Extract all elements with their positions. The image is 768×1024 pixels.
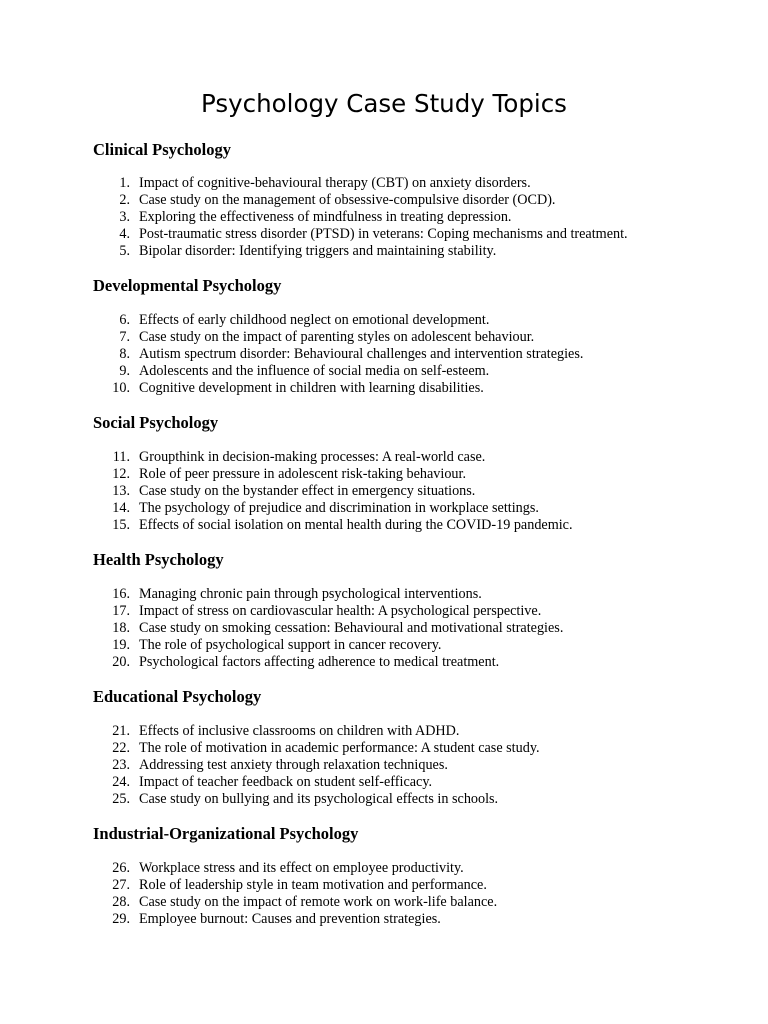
item-number: 13. bbox=[112, 482, 130, 499]
section-heading: Health Psychology bbox=[93, 550, 224, 569]
item-number: 26. bbox=[112, 860, 130, 876]
item-number: 4. bbox=[119, 225, 130, 242]
item-text: Bipolar disorder: Identifying triggers and maintaining stability. bbox=[139, 242, 497, 259]
item-text: Adolescents and the influence of social media on self-esteem. bbox=[139, 362, 490, 379]
topic-list bbox=[93, 586, 563, 671]
list-item bbox=[93, 483, 573, 500]
list-item bbox=[93, 449, 573, 466]
item-number: 6. bbox=[119, 312, 130, 328]
item-text: The role of psychological support in cancer recovery. bbox=[139, 636, 442, 653]
section-heading: Developmental Psychology bbox=[93, 276, 282, 295]
item-number: 21. bbox=[112, 723, 130, 739]
topic-list bbox=[93, 175, 628, 260]
list-item bbox=[93, 192, 628, 209]
list-item bbox=[93, 723, 540, 740]
item-text: Case study on the management of obsessive-compulsive disorder (OCD). bbox=[139, 191, 556, 208]
list-item bbox=[93, 774, 540, 791]
item-text: Exploring the effectiveness of mindfulness in treating depression. bbox=[139, 208, 512, 225]
item-number: 2. bbox=[119, 191, 130, 208]
item-text: The role of motivation in academic performance: A student case study. bbox=[139, 739, 540, 756]
item-number: 11. bbox=[112, 449, 130, 465]
document-title: Psychology Case Study Topics bbox=[201, 89, 567, 118]
list-item bbox=[93, 226, 628, 243]
item-number: 24. bbox=[112, 773, 130, 790]
item-number: 20. bbox=[112, 653, 130, 670]
list-item bbox=[93, 877, 497, 894]
item-text: Impact of cognitive-behavioural therapy (CBT) on anxiety disorders. bbox=[139, 175, 531, 191]
list-item bbox=[93, 603, 563, 620]
item-number: 27. bbox=[112, 876, 130, 893]
list-item bbox=[93, 380, 583, 397]
item-text: Workplace stress and its effect on employee productivity. bbox=[139, 860, 464, 876]
item-number: 17. bbox=[112, 602, 130, 619]
item-text: Effects of early childhood neglect on emotional development. bbox=[139, 312, 490, 328]
list-item bbox=[93, 894, 497, 911]
item-text: Groupthink in decision-making processes: A real-world case. bbox=[139, 449, 486, 465]
item-text: Psychological factors affecting adherence to medical treatment. bbox=[139, 653, 500, 670]
item-text: Effects of social isolation on mental health during the COVID-19 pandemic. bbox=[139, 516, 573, 533]
item-number: 8. bbox=[119, 345, 130, 362]
list-item bbox=[93, 757, 540, 774]
item-number: 5. bbox=[119, 242, 130, 259]
item-text: Case study on bullying and its psychological effects in schools. bbox=[139, 790, 499, 807]
list-item bbox=[93, 791, 540, 808]
item-number: 25. bbox=[112, 790, 130, 807]
item-number: 7. bbox=[119, 328, 130, 345]
item-number: 29. bbox=[112, 910, 130, 927]
item-text: Role of leadership style in team motivation and performance. bbox=[139, 876, 487, 893]
list-item bbox=[93, 209, 628, 226]
list-item bbox=[93, 517, 573, 534]
section-heading: Clinical Psychology bbox=[93, 140, 231, 159]
item-text: The psychology of prejudice and discrimination in workplace settings. bbox=[139, 499, 539, 516]
list-item bbox=[93, 466, 573, 483]
item-text: Role of peer pressure in adolescent risk-taking behaviour. bbox=[139, 465, 466, 482]
list-item bbox=[93, 860, 497, 877]
item-number: 9. bbox=[119, 362, 130, 379]
section-heading: Social Psychology bbox=[93, 413, 219, 432]
list-item bbox=[93, 312, 583, 329]
section-heading: Educational Psychology bbox=[93, 687, 262, 706]
section-heading: Industrial-Organizational Psychology bbox=[93, 824, 359, 843]
list-item bbox=[93, 740, 540, 757]
item-text: Impact of stress on cardiovascular health: A psychological perspective. bbox=[139, 602, 542, 619]
topic-list bbox=[93, 723, 540, 808]
list-item bbox=[93, 346, 583, 363]
topic-list bbox=[93, 860, 497, 928]
list-item bbox=[93, 500, 573, 517]
item-text: Impact of teacher feedback on student self-efficacy. bbox=[139, 773, 433, 790]
item-text: Employee burnout: Causes and prevention strategies. bbox=[139, 910, 441, 927]
list-item bbox=[93, 175, 628, 192]
item-number: 14. bbox=[112, 499, 130, 516]
item-number: 3. bbox=[119, 208, 130, 225]
item-number: 10. bbox=[112, 379, 130, 396]
item-number: 23. bbox=[112, 756, 130, 773]
item-number: 28. bbox=[112, 893, 130, 910]
item-number: 19. bbox=[112, 636, 130, 653]
item-text: Autism spectrum disorder: Behavioural challenges and intervention strategies. bbox=[139, 345, 584, 362]
item-number: 1. bbox=[119, 175, 130, 191]
list-item bbox=[93, 329, 583, 346]
list-item bbox=[93, 637, 563, 654]
list-item bbox=[93, 911, 497, 928]
topic-list bbox=[93, 312, 583, 397]
item-text: Managing chronic pain through psychological interventions. bbox=[139, 586, 482, 602]
list-item bbox=[93, 363, 583, 380]
item-number: 16. bbox=[112, 586, 130, 602]
item-number: 15. bbox=[112, 516, 130, 533]
item-text: Case study on the impact of parenting styles on adolescent behaviour. bbox=[139, 328, 535, 345]
item-text: Effects of inclusive classrooms on children with ADHD. bbox=[139, 723, 460, 739]
item-text: Case study on the bystander effect in emergency situations. bbox=[139, 482, 476, 499]
item-text: Post-traumatic stress disorder (PTSD) in veterans: Coping mechanisms and treatment. bbox=[139, 225, 628, 242]
item-text: Case study on smoking cessation: Behavioural and motivational strategies. bbox=[139, 619, 564, 636]
item-text: Case study on the impact of remote work on work-life balance. bbox=[139, 893, 498, 910]
list-item bbox=[93, 654, 563, 671]
item-number: 22. bbox=[112, 739, 130, 756]
item-number: 12. bbox=[112, 465, 130, 482]
item-text: Cognitive development in children with learning disabilities. bbox=[139, 379, 484, 396]
topic-list bbox=[93, 449, 573, 534]
list-item bbox=[93, 620, 563, 637]
item-number: 18. bbox=[112, 619, 130, 636]
item-text: Addressing test anxiety through relaxation techniques. bbox=[139, 756, 448, 773]
list-item bbox=[93, 243, 628, 260]
list-item bbox=[93, 586, 563, 603]
